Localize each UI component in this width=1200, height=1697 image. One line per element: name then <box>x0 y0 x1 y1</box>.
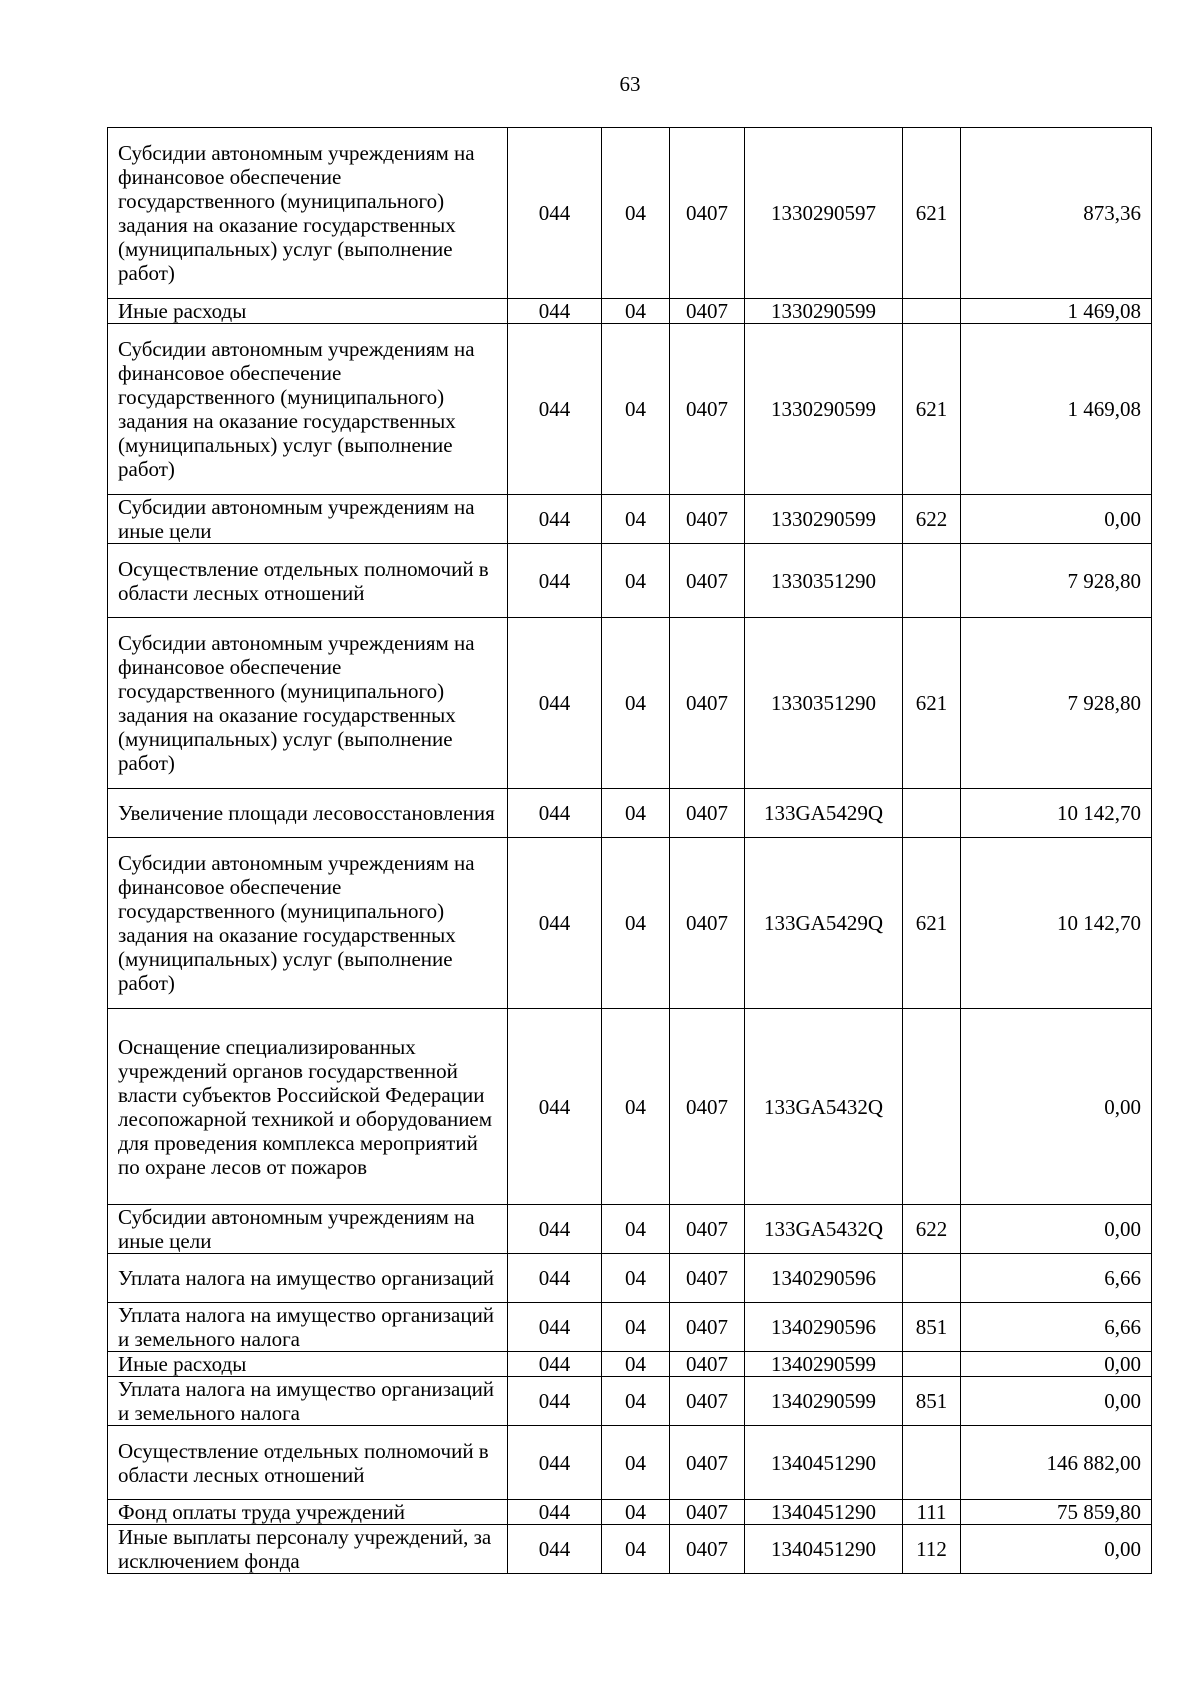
expense-name-cell: Субсидии автономным учреждениям на иные цели <box>108 1205 508 1254</box>
expense-name-cell: Осуществление отдельных полномочий в области лесных отношений <box>108 544 508 618</box>
expense-name-cell: Субсидии автономным учреждениям на финансовое обеспечение государственного (муниципального) задания на оказание государственных (муниципальных) услуг (выполнение работ) <box>108 128 508 299</box>
subsection-code-cell: 0407 <box>670 1377 745 1426</box>
expense-type-code-cell: 622 <box>903 1205 961 1254</box>
table-row <box>108 1377 1152 1426</box>
amount-cell: 75 859,80 <box>961 1500 1152 1525</box>
section-code-cell: 04 <box>602 1009 670 1205</box>
expense-name-cell: Иные расходы <box>108 1352 508 1377</box>
expense-type-code-cell <box>903 1254 961 1303</box>
section-code-cell: 04 <box>602 324 670 495</box>
table-row <box>108 1426 1152 1500</box>
grbs-code-cell: 044 <box>508 299 602 324</box>
subsection-code-cell: 0407 <box>670 789 745 838</box>
section-code-cell: 04 <box>602 1205 670 1254</box>
target-article-code-cell: 1330290599 <box>745 495 903 544</box>
expense-name-cell: Фонд оплаты труда учреждений <box>108 1500 508 1525</box>
subsection-code-cell: 0407 <box>670 544 745 618</box>
target-article-code-cell: 1340290599 <box>745 1352 903 1377</box>
target-article-code-cell: 1340290596 <box>745 1303 903 1352</box>
amount-cell: 0,00 <box>961 1525 1152 1574</box>
subsection-code-cell: 0407 <box>670 299 745 324</box>
expense-name-cell: Осуществление отдельных полномочий в области лесных отношений <box>108 1426 508 1500</box>
expense-name-cell: Уплата налога на имущество организаций и земельного налога <box>108 1377 508 1426</box>
expense-type-code-cell: 112 <box>903 1525 961 1574</box>
target-article-code-cell: 133GA5432Q <box>745 1205 903 1254</box>
grbs-code-cell: 044 <box>508 1009 602 1205</box>
subsection-code-cell: 0407 <box>670 838 745 1009</box>
target-article-code-cell: 1330351290 <box>745 618 903 789</box>
section-code-cell: 04 <box>602 299 670 324</box>
expense-name-cell: Субсидии автономным учреждениям на иные цели <box>108 495 508 544</box>
table-row <box>108 618 1152 789</box>
budget-table <box>107 127 1152 1574</box>
grbs-code-cell: 044 <box>508 1352 602 1377</box>
expense-name-cell: Субсидии автономным учреждениям на финансовое обеспечение государственного (муниципального) задания на оказание государственных (муниципальных) услуг (выполнение работ) <box>108 618 508 789</box>
expense-name-cell: Уплата налога на имущество организаций <box>108 1254 508 1303</box>
table-row <box>108 1352 1152 1377</box>
amount-cell: 146 882,00 <box>961 1426 1152 1500</box>
expense-name-cell: Иные расходы <box>108 299 508 324</box>
budget-table-body <box>108 128 1152 1574</box>
expense-type-code-cell <box>903 1009 961 1205</box>
table-row <box>108 789 1152 838</box>
section-code-cell: 04 <box>602 838 670 1009</box>
table-row <box>108 1009 1152 1205</box>
grbs-code-cell: 044 <box>508 789 602 838</box>
amount-cell: 6,66 <box>961 1303 1152 1352</box>
section-code-cell: 04 <box>602 128 670 299</box>
subsection-code-cell: 0407 <box>670 1500 745 1525</box>
section-code-cell: 04 <box>602 1377 670 1426</box>
amount-cell: 0,00 <box>961 1009 1152 1205</box>
section-code-cell: 04 <box>602 1426 670 1500</box>
grbs-code-cell: 044 <box>508 1500 602 1525</box>
expense-name-cell: Оснащение специализированных учреждений органов государственной власти субъектов Российской Федерации лесопожарной техникой и оборудованием для проведения комплекса мероприятий по охране лесов от пожаров <box>108 1009 508 1205</box>
subsection-code-cell: 0407 <box>670 1009 745 1205</box>
amount-cell: 6,66 <box>961 1254 1152 1303</box>
section-code-cell: 04 <box>602 1352 670 1377</box>
target-article-code-cell: 1330290597 <box>745 128 903 299</box>
amount-cell: 0,00 <box>961 1377 1152 1426</box>
subsection-code-cell: 0407 <box>670 495 745 544</box>
page-number: 63 <box>619 72 641 96</box>
table-row <box>108 299 1152 324</box>
expense-type-code-cell: 622 <box>903 495 961 544</box>
amount-cell: 10 142,70 <box>961 838 1152 1009</box>
target-article-code-cell: 1330351290 <box>745 544 903 618</box>
target-article-code-cell: 1340290599 <box>745 1377 903 1426</box>
table-row <box>108 1254 1152 1303</box>
subsection-code-cell: 0407 <box>670 1205 745 1254</box>
table-row <box>108 324 1152 495</box>
expense-type-code-cell <box>903 789 961 838</box>
section-code-cell: 04 <box>602 1500 670 1525</box>
subsection-code-cell: 0407 <box>670 324 745 495</box>
amount-cell: 7 928,80 <box>961 618 1152 789</box>
expense-type-code-cell: 851 <box>903 1377 961 1426</box>
table-row <box>108 495 1152 544</box>
amount-cell: 0,00 <box>961 495 1152 544</box>
target-article-code-cell: 1340451290 <box>745 1500 903 1525</box>
amount-cell: 1 469,08 <box>961 324 1152 495</box>
amount-cell: 0,00 <box>961 1352 1152 1377</box>
table-row <box>108 128 1152 299</box>
subsection-code-cell: 0407 <box>670 1303 745 1352</box>
section-code-cell: 04 <box>602 1254 670 1303</box>
amount-cell: 7 928,80 <box>961 544 1152 618</box>
amount-cell: 10 142,70 <box>961 789 1152 838</box>
expense-name-cell: Субсидии автономным учреждениям на финансовое обеспечение государственного (муниципального) задания на оказание государственных (муниципальных) услуг (выполнение работ) <box>108 838 508 1009</box>
expense-type-code-cell <box>903 1426 961 1500</box>
expense-name-cell: Субсидии автономным учреждениям на финансовое обеспечение государственного (муниципального) задания на оказание государственных (муниципальных) услуг (выполнение работ) <box>108 324 508 495</box>
grbs-code-cell: 044 <box>508 324 602 495</box>
target-article-code-cell: 1340451290 <box>745 1525 903 1574</box>
grbs-code-cell: 044 <box>508 1525 602 1574</box>
expense-type-code-cell: 621 <box>903 324 961 495</box>
expense-type-code-cell: 621 <box>903 838 961 1009</box>
grbs-code-cell: 044 <box>508 544 602 618</box>
subsection-code-cell: 0407 <box>670 1525 745 1574</box>
expense-type-code-cell: 621 <box>903 128 961 299</box>
target-article-code-cell: 1340451290 <box>745 1426 903 1500</box>
subsection-code-cell: 0407 <box>670 1426 745 1500</box>
expense-name-cell: Увеличение площади лесовосстановления <box>108 789 508 838</box>
expense-type-code-cell <box>903 544 961 618</box>
table-row <box>108 838 1152 1009</box>
table-row <box>108 1500 1152 1525</box>
amount-cell: 1 469,08 <box>961 299 1152 324</box>
grbs-code-cell: 044 <box>508 1254 602 1303</box>
section-code-cell: 04 <box>602 544 670 618</box>
table-row <box>108 1303 1152 1352</box>
grbs-code-cell: 044 <box>508 838 602 1009</box>
amount-cell: 873,36 <box>961 128 1152 299</box>
expense-type-code-cell <box>903 1352 961 1377</box>
table-row <box>108 1525 1152 1574</box>
subsection-code-cell: 0407 <box>670 618 745 789</box>
target-article-code-cell: 133GA5429Q <box>745 838 903 1009</box>
target-article-code-cell: 1330290599 <box>745 299 903 324</box>
section-code-cell: 04 <box>602 618 670 789</box>
grbs-code-cell: 044 <box>508 1377 602 1426</box>
section-code-cell: 04 <box>602 1303 670 1352</box>
subsection-code-cell: 0407 <box>670 128 745 299</box>
table-row <box>108 1205 1152 1254</box>
subsection-code-cell: 0407 <box>670 1254 745 1303</box>
expense-name-cell: Уплата налога на имущество организаций и земельного налога <box>108 1303 508 1352</box>
subsection-code-cell: 0407 <box>670 1352 745 1377</box>
target-article-code-cell: 133GA5432Q <box>745 1009 903 1205</box>
grbs-code-cell: 044 <box>508 495 602 544</box>
grbs-code-cell: 044 <box>508 128 602 299</box>
target-article-code-cell: 1330290599 <box>745 324 903 495</box>
amount-cell: 0,00 <box>961 1205 1152 1254</box>
table-row <box>108 544 1152 618</box>
target-article-code-cell: 133GA5429Q <box>745 789 903 838</box>
target-article-code-cell: 1340290596 <box>745 1254 903 1303</box>
expense-type-code-cell: 111 <box>903 1500 961 1525</box>
expense-name-cell: Иные выплаты персоналу учреждений, за исключением фонда <box>108 1525 508 1574</box>
section-code-cell: 04 <box>602 789 670 838</box>
grbs-code-cell: 044 <box>508 1303 602 1352</box>
expense-type-code-cell: 851 <box>903 1303 961 1352</box>
section-code-cell: 04 <box>602 1525 670 1574</box>
grbs-code-cell: 044 <box>508 1426 602 1500</box>
expense-type-code-cell: 621 <box>903 618 961 789</box>
section-code-cell: 04 <box>602 495 670 544</box>
grbs-code-cell: 044 <box>508 618 602 789</box>
expense-type-code-cell <box>903 299 961 324</box>
grbs-code-cell: 044 <box>508 1205 602 1254</box>
